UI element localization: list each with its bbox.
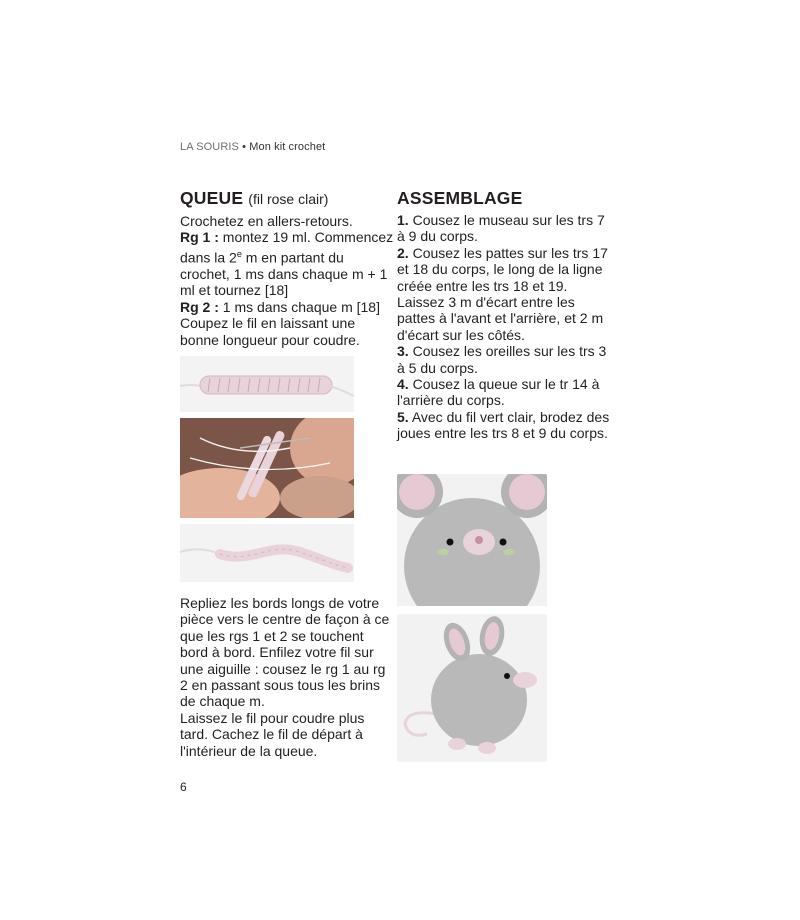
step-number: 3. <box>397 343 409 360</box>
queue-title: QUEUE <box>180 188 244 208</box>
assemblage-steps <box>397 212 612 442</box>
queue-section <box>180 188 395 348</box>
step-2 <box>397 245 612 343</box>
step-5 <box>397 409 612 442</box>
step-number: 4. <box>397 376 409 393</box>
page-number: 6 <box>180 780 187 794</box>
photo-crochet-strip <box>180 356 354 412</box>
assembly-instructions-tail <box>180 595 395 759</box>
lower-para2: Laissez le fil pour coudre plus tard. Cachez le fil de départ à l'intérieur de la queue. <box>180 709 365 759</box>
step-number: 5. <box>397 408 409 425</box>
assemblage-title: ASSEMBLAGE <box>397 188 523 208</box>
rg1-sup: e <box>236 248 242 259</box>
queue-subtitle: (fil rose clair) <box>248 191 329 207</box>
rg2-label: Rg 2 : <box>180 298 219 315</box>
queue-end: Coupez le fil en laissant une bonne longueur pour coudre. <box>180 315 360 348</box>
rg1-label: Rg 1 : <box>180 229 219 246</box>
running-header <box>180 141 325 153</box>
step-number: 2. <box>397 244 409 261</box>
queue-rg2 <box>180 299 395 315</box>
photo-hands-sewing <box>180 418 354 518</box>
header-section: LA SOURIS <box>180 141 239 153</box>
lower-para1: Repliez les bords longs de votre pièce vers le centre de façon à ce que les rgs 1 et 2 se touchent bord à bord. Enfilez votre fil sur une aiguille : cousez le rg 1 au rg 2 en passant sous tous les brins de chaque m. <box>180 595 390 710</box>
step-text: Cousez les oreilles sur les trs 3 à 5 du corps. <box>397 343 607 376</box>
step-text: Cousez les pattes sur les trs 17 et 18 du corps, le long de la ligne créée entre les trs 18 et 19. Laissez 3 m d'écart entre les pattes à l'avant et l'arrière, et 2 m d'écart sur les côtés. <box>397 244 608 343</box>
step-text: Cousez le museau sur les trs 7 à 9 du corps. <box>397 212 605 245</box>
rg1-text-a: montez 19 ml. Commencez dans la 2 <box>180 229 394 266</box>
photo-mouse-side <box>397 614 547 762</box>
header-book: Mon kit crochet <box>249 141 326 153</box>
step-number: 1. <box>397 212 409 228</box>
photo-mouse-front <box>397 474 547 606</box>
step-3 <box>397 343 612 376</box>
assemblage-section <box>397 188 612 442</box>
photo-finished-tail <box>180 524 354 582</box>
step-text: Avec du fil vert clair, brodez des joues entre les trs 8 et 9 du corps. <box>397 408 610 442</box>
header-bullet: • <box>242 141 247 153</box>
step-text: Cousez la queue sur le tr 14 à l'arrière du corps. <box>397 376 600 409</box>
queue-intro: Crochetez en allers-retours. <box>180 213 353 229</box>
queue-heading <box>180 188 395 209</box>
rg1-text-b: m en partant du crochet, 1 ms dans chaque m + 1 ml et tournez [18] <box>180 249 388 299</box>
step-1 <box>397 212 612 245</box>
queue-rg1 <box>180 229 395 298</box>
rg2-text: 1 ms dans chaque m [18] <box>222 298 380 315</box>
step-4 <box>397 376 612 409</box>
